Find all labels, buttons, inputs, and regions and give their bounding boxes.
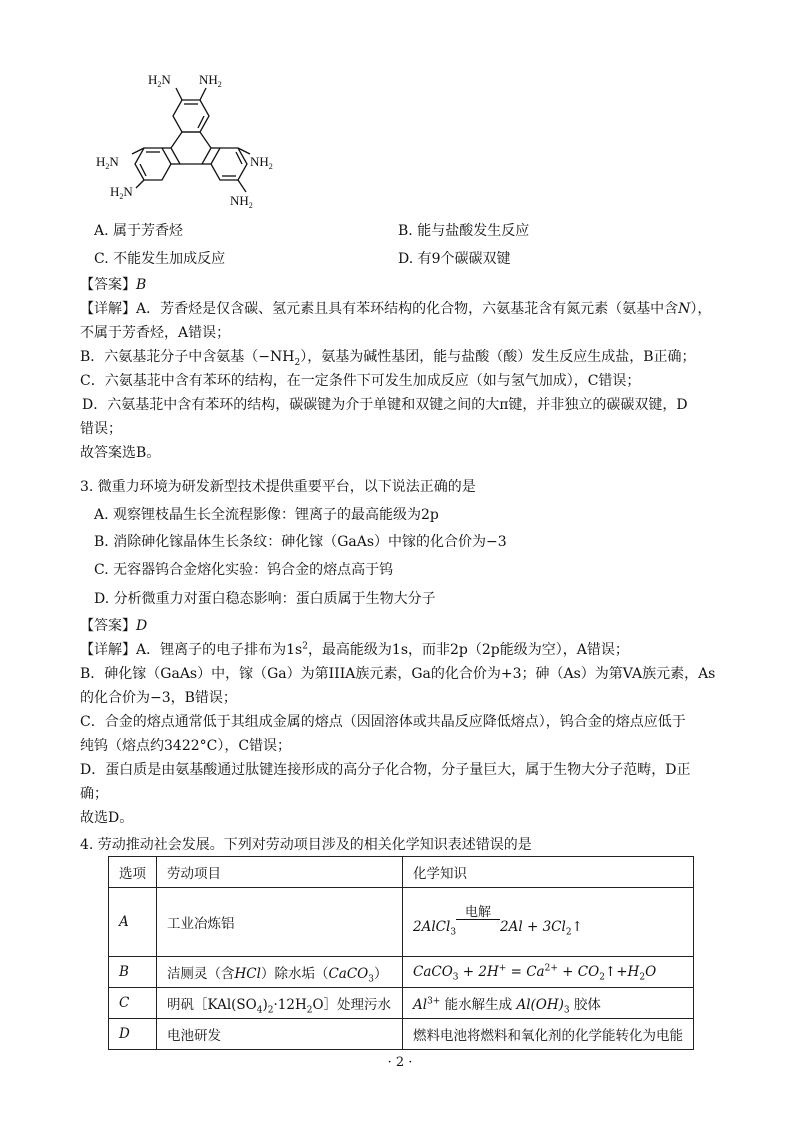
formula: ↑+H (604, 964, 640, 980)
superscript: 2+ (544, 963, 558, 974)
table-cell-knowledge (403, 888, 694, 957)
detail-text: A．锂离子的电子排布为1s (136, 642, 303, 658)
mol-label: 2 (119, 192, 124, 201)
q3-detail-line: C．合金的熔点通常低于其组成金属的熔点（因固溶体或共晶反应降低熔点），钨合金的熔点应低于 (80, 714, 686, 730)
formula: + 2H (458, 964, 499, 980)
table-cell-knowledge: 燃料电池将燃料和氧化剂的化学能转化为电能 (403, 1019, 694, 1050)
answer-label: 【答案】 (80, 618, 136, 634)
gas-arrow: ↑ (571, 919, 583, 935)
q3-detail-line: 纯钨（熔点约3422°C），C错误； (80, 738, 292, 754)
superscript: 3+ (427, 996, 441, 1007)
option-letter: D (119, 1026, 130, 1042)
q3-detail-line: 确； (80, 786, 108, 802)
detail-text: B．六氨基苝分子中含氨基（−NH (80, 349, 295, 365)
q3-detail-line: B．砷化镓（GaAs）中，镓（Ga）为第IIIA族元素，Ga的化合价为+3；砷（As）为第VA族元素，As (80, 666, 716, 682)
mol-label: NH (250, 154, 269, 169)
superscript: + (498, 963, 507, 974)
mol-label: N (123, 184, 133, 199)
formula: Al(OH) (516, 997, 564, 1013)
q3-option-b: B. 消除砷化镓晶体生长条纹：砷化镓（GaAs）中镓的化合价为−3 (94, 534, 507, 550)
formula: Al (413, 997, 428, 1013)
svg-text:H2N (148, 72, 171, 89)
q2-detail-line (80, 348, 696, 366)
formula: HCl (234, 966, 261, 982)
q2-detail-line: 故答案选B。 (80, 445, 161, 461)
q2-detail-line: D．六氨基苝中含有苯环的结构，碳碳键为介于单键和双键之间的大π键，并非独立的碳碳双键，D (82, 397, 688, 413)
q4-table (108, 856, 694, 1050)
option-letter: C (119, 995, 130, 1011)
table-header-cell: 劳动项目 (157, 857, 403, 888)
table-header-row (109, 857, 694, 888)
formula: = Ca (506, 964, 545, 980)
table-cell-task (157, 988, 403, 1019)
subscript: 2 (267, 1005, 274, 1016)
subscript: 2 (639, 972, 646, 983)
subscript: 4 (256, 1005, 263, 1016)
hexaaminotriphenylene-structure (80, 62, 300, 212)
q3-answer (80, 617, 147, 635)
svg-text:NH2 (250, 154, 273, 171)
mol-label: 2 (105, 162, 110, 171)
subscript: 3 (368, 974, 374, 985)
formula: O (645, 964, 657, 980)
q2-detail-line (80, 300, 711, 318)
text: ) (262, 997, 268, 1013)
table-cell-knowledge (403, 957, 694, 988)
q2-option-a: A. 属于芳香烃 (94, 223, 184, 239)
option-letter: A (119, 914, 129, 930)
svg-text:NH2 (199, 72, 222, 89)
table-cell-task: 工业冶炼铝 (157, 888, 403, 957)
superscript: 2 (302, 641, 308, 652)
q2-detail-line: 不属于芳香烃，A错误； (80, 325, 231, 341)
table-cell-task: 电池研发 (157, 1019, 403, 1050)
subscript: 2 (294, 357, 301, 368)
q3-stem: 3. 微重力环境为研发新型技术提供重要平台，以下说法正确的是 (80, 479, 476, 495)
table-cell-knowledge (403, 988, 694, 1019)
formula: 2AlCl (413, 919, 451, 935)
detail-text: A．芳香烃是仅含碳、氢元素且具有苯环结构的化合物，六氨基苝含有氮元素（氨基中含 (136, 301, 679, 317)
text: ·12H (273, 997, 307, 1013)
svg-text:H2N (96, 154, 119, 171)
q4-stem: 4. 劳动推动社会发展。下列对劳动项目涉及的相关化学知识表述错误的是 (80, 837, 532, 853)
q3-detail-line: D．蛋白质是由氨基酸通过肽键连接形成的高分子化合物，分子量巨大，属于生物大分子范畴，D正 (80, 762, 691, 778)
answer-label: 【答案】 (80, 277, 136, 293)
mol-label: NH (230, 193, 249, 208)
table-row (109, 988, 694, 1019)
q3-detail-line (80, 641, 629, 659)
electrolysis-arrow (456, 905, 500, 935)
svg-text:NH2 (230, 193, 253, 210)
subscript: 3 (450, 927, 457, 938)
formula: CaCO (328, 966, 369, 982)
q2-detail-line: 错误； (80, 421, 122, 437)
detail-text: N (678, 301, 691, 317)
subscript: 2 (306, 1005, 313, 1016)
mol-label: N (161, 72, 171, 87)
q3-option-a: A. 观察锂枝晶生长全流程影像：锂离子的最高能级为2p (94, 507, 439, 523)
subscript: 3 (563, 1005, 570, 1016)
formula: CaCO (413, 964, 453, 980)
text: 洁厕灵（含 (167, 966, 235, 982)
q2-detail-line: C．六氨基苝中含有苯环的结构，在一定条件下可发生加成反应（如与氢气加成），C错误； (80, 373, 641, 389)
mol-label: 2 (248, 201, 253, 210)
q3-option-c: C. 无容器钨合金熔化实验：钨合金的熔点高于钨 (94, 562, 394, 578)
svg-text:H2N (110, 184, 133, 201)
mol-label: H (96, 154, 106, 169)
text: ） (373, 966, 388, 982)
q2-option-d: D. 有9个碳碳双键 (398, 251, 511, 267)
subscript: 3 (452, 972, 459, 983)
page-number: · 2 · (387, 1055, 413, 1070)
formula: 2Al + 3Cl (500, 919, 566, 935)
mol-label: H (110, 184, 120, 199)
table-header-cell: 化学知识 (403, 857, 694, 888)
text: 能水解生成 (440, 997, 517, 1013)
formula: + CO (557, 964, 600, 980)
mol-label: 2 (157, 80, 162, 89)
option-letter: B (119, 964, 129, 980)
table-cell-option (109, 1019, 157, 1050)
q3-detail-line: 的化合价为−3，B错误； (80, 690, 237, 706)
condition-label: 电解 (456, 906, 500, 920)
table-cell-option (109, 888, 157, 957)
mol-label: NH (199, 72, 218, 87)
table-cell-task (157, 957, 403, 988)
q2-option-c: C. 不能发生加成反应 (94, 251, 226, 267)
mol-label: H (148, 72, 158, 87)
mol-label: 2 (217, 80, 222, 89)
text: O］处理污水 (312, 997, 392, 1013)
answer-value: B (136, 277, 147, 293)
subscript: 2 (599, 972, 605, 983)
q3-option-d: D. 分析微重力对蛋白稳态影响：蛋白质属于生物大分子 (94, 591, 436, 607)
text: 明矾［KAl(SO (167, 997, 257, 1013)
text: ）除水垢（ (260, 966, 329, 982)
text: 胶体 (569, 997, 601, 1013)
detail-text: ），氨基为碱性基团，能与盐酸（酸）发生反应生成盐，B正确； (300, 349, 696, 365)
table-row (109, 888, 694, 957)
table-row (109, 1019, 694, 1050)
subscript: 2 (565, 927, 572, 938)
table-cell-option (109, 957, 157, 988)
q2-answer (80, 276, 146, 294)
mol-label: 2 (268, 162, 273, 171)
detail-text: ，最高能级为1s，而非2p（2p能级为空），A错误； (307, 642, 629, 658)
mol-label: N (109, 154, 119, 169)
q3-detail-line: 故选D。 (80, 810, 134, 826)
detail-text: ）， (690, 301, 712, 317)
table-cell-option (109, 988, 157, 1019)
table-header-cell: 选项 (109, 857, 157, 888)
q2-option-b: B. 能与盐酸发生反应 (398, 223, 530, 239)
answer-value: D (136, 618, 148, 634)
table-row (109, 957, 694, 988)
detail-label: 【详解】 (80, 301, 136, 317)
detail-label: 【详解】 (80, 642, 136, 658)
